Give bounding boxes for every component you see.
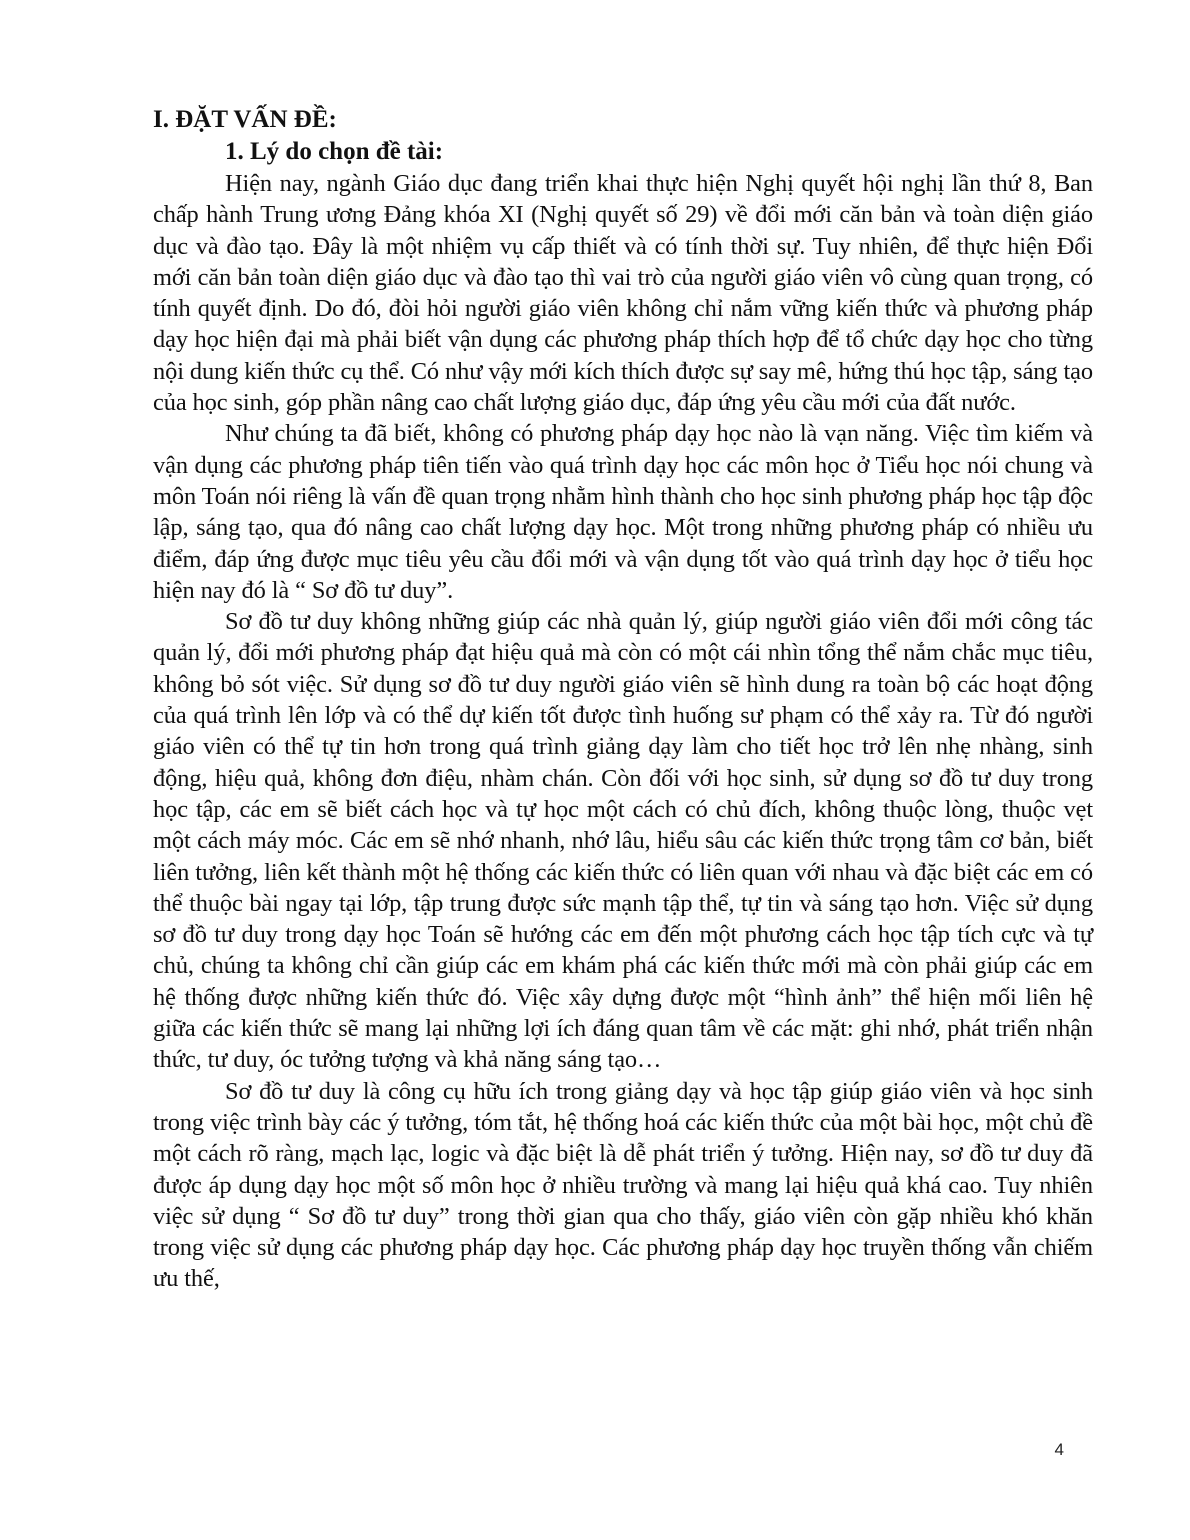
document-page xyxy=(153,104,1093,1295)
paragraph-4: Sơ đồ tư duy là công cụ hữu ích trong giảng dạy và học tập giúp giáo viên và học sinh trong việc trình bày các ý tưởng, tóm tắt, hệ thống hoá các kiến thức của một bài học, một chủ đề một cách rõ ràng, mạch lạc, logic và đặc biệt là dễ phát triển ý tưởng. Hiện nay, sơ đồ tư duy đã được áp dụng dạy học một số môn học ở nhiều trường và mang lại hiệu quả khá cao. Tuy nhiên việc sử dụng “ Sơ đồ tư duy” trong thời gian qua cho thấy, giáo viên còn gặp nhiều khó khăn trong việc sử dụng các phương pháp dạy học. Các phương pháp dạy học truyền thống vẫn chiếm ưu thế, xyxy=(153,1077,1093,1293)
page-number: 4 xyxy=(1054,1440,1064,1459)
section-heading: I. ĐẶT VẤN ĐỀ: xyxy=(153,106,337,133)
paragraph-2: Như chúng ta đã biết, không có phương pháp dạy học nào là vạn năng. Việc tìm kiếm và vận dụng các phương pháp tiên tiến vào quá trình dạy học các môn học ở Tiểu học nói chung và môn Toán nói riêng là vấn đề quan trọng nhằm hình thành cho học sinh phương pháp học tập độc lập, sáng tạo, qua đó nâng cao chất lượng dạy học. Một trong những phương pháp có nhiều ưu điểm, đáp ứng được mục tiêu yêu cầu đổi mới và vận dụng tốt vào quá trình dạy học ở tiểu học hiện nay đó là “ Sơ đồ tư duy”. xyxy=(153,420,1093,604)
paragraph-1: Hiện nay, ngành Giáo dục đang triển khai thực hiện Nghị quyết hội nghị lần thứ 8, Ban chấp hành Trung ương Đảng khóa XI (Nghị quyết số 29) về đổi mới căn bản và toàn diện giáo dục và đào tạo. Đây là một nhiệm vụ cấp thiết và có tính thời sự. Tuy nhiên, để thực hiện Đổi mới căn bản toàn diện giáo dục và đào tạo thì vai trò của người giáo viên vô cùng quan trọng, có tính quyết định. Do đó, đòi hỏi người giáo viên không chỉ nắm vững kiến thức và phương pháp dạy học hiện đại mà phải biết vận dụng các phương pháp thích hợp để tổ chức dạy học cho từng nội dung kiến thức cụ thể. Có như vậy mới kích thích được sự say mê, hứng thú học tập, sáng tạo của học sinh, góp phần nâng cao chất lượng giáo dục, đáp ứng yêu cầu mới của đất nước. xyxy=(153,170,1093,417)
subsection-heading: 1. Lý do chọn đề tài: xyxy=(225,138,444,165)
paragraph-3: Sơ đồ tư duy không những giúp các nhà quản lý, giúp người giáo viên đổi mới công tác quản lý, đổi mới phương pháp đạt hiệu quả mà còn có một cái nhìn tổng thể nắm chắc mục tiêu, không bỏ sót việc. Sử dụng sơ đồ tư duy người giáo viên sẽ hình dung ra toàn bộ các hoạt động của quá trình lên lớp và có thể dự kiến tốt được tình huống sư phạm có thể xảy ra. Từ đó người giáo viên có thể tự tin hơn trong quá trình giảng dạy làm cho tiết học trở lên nhẹ nhàng, sinh động, hiệu quả, không đơn điệu, nhàm chán. Còn đối với học sinh, sử dụng sơ đồ tư duy trong học tập, các em sẽ biết cách học và tự học một cách có chủ đích, không thuộc lòng, thuộc vẹt một cách máy móc. Các em sẽ nhớ nhanh, nhớ lâu, hiểu sâu các kiến thức trọng tâm cơ bản, biết liên tưởng, liên kết thành một hệ thống các kiến thức có liên quan với nhau và đặc biệt các em có thể thuộc bài ngay tại lớp, tập trung được sức mạnh tập thể, tự tin và sáng tạo hơn. Việc sử dụng sơ đồ tư duy trong dạy học Toán sẽ hướng các em đến một phương cách học tập tích cực và tự chủ, chúng ta không chỉ cần giúp các em khám phá các kiến thức mới mà còn phải giúp các em hệ thống được những kiến thức đó. Việc xây dựng được một “hình ảnh” thể hiện mối liên hệ giữa các kiến thức sẽ mang lại những lợi ích đáng quan tâm về các mặt: ghi nhớ, phát triển nhận thức, tư duy, óc tưởng tượng và khả năng sáng tạo… xyxy=(153,608,1093,1074)
